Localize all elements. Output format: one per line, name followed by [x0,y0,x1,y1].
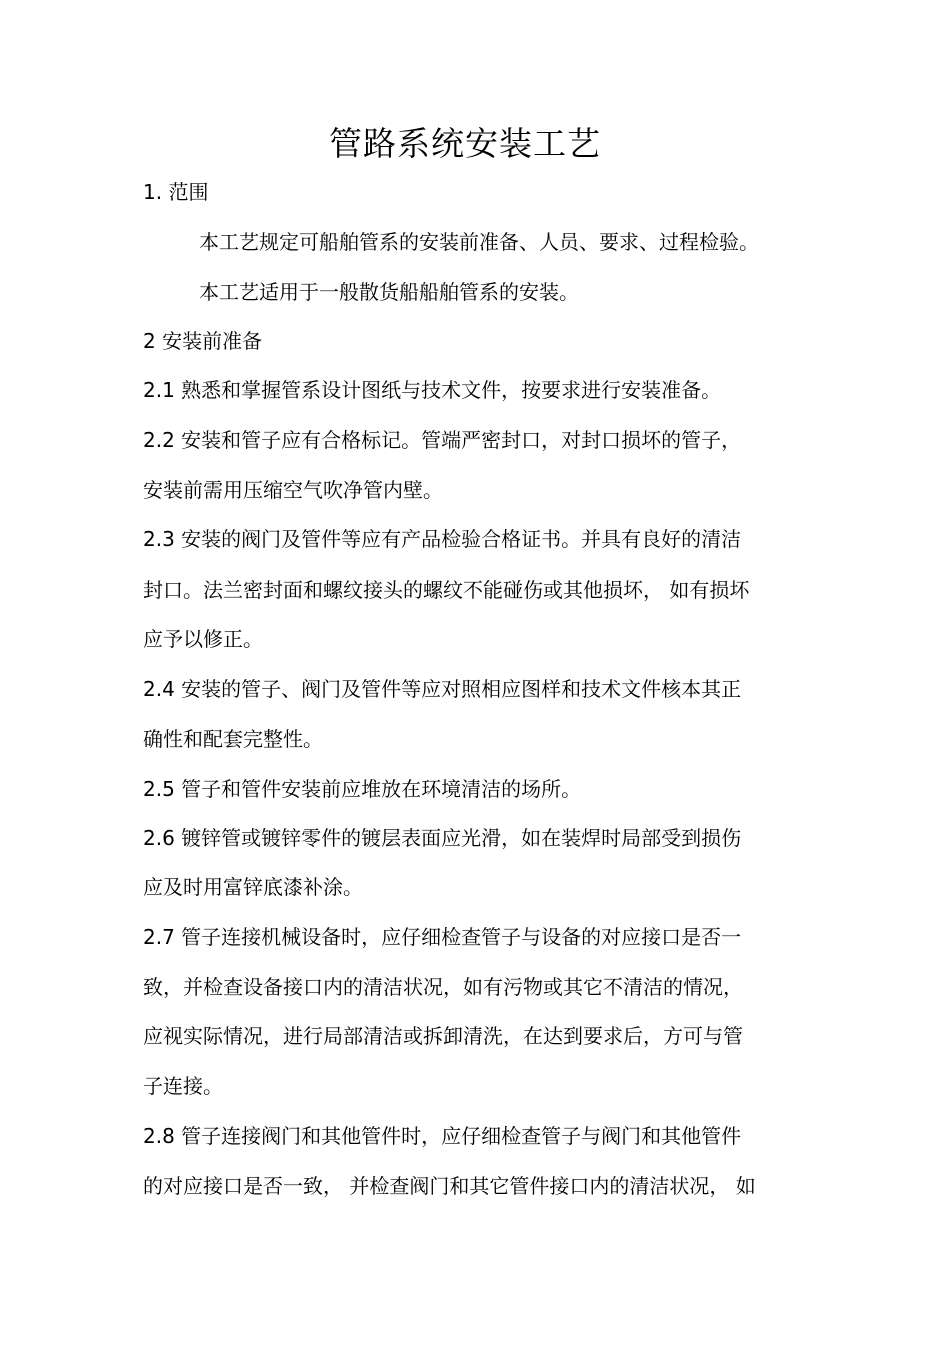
paragraph-line: 2.1 熟悉和掌握管系设计图纸与技术文件，按要求进行安装准备。 [143,378,722,402]
section-heading-1: 1. 范围 [143,180,209,204]
paragraph-line: 2.7 管子连接机械设备时，应仔细检查管子与设备的对应接口是否一 [143,925,742,949]
paragraph-line: 2.2 安装和管子应有合格标记。管端严密封口，对封口损坏的管子， [143,428,742,452]
paragraph-line: 2.8 管子连接阀门和其他管件时，应仔细检查管子与阀门和其他管件 [143,1124,742,1148]
paragraph-line: 2.6 镀锌管或镀锌零件的镀层表面应光滑，如在装焊时局部受到损伤 [143,826,742,850]
paragraph-line: 封口。法兰密封面和螺纹接头的螺纹不能碰伤或其他损坏， 如有损坏 [143,578,750,602]
paragraph-line: 确性和配套完整性。 [143,727,323,751]
paragraph-line: 2.4 安装的管子、阀门及管件等应对照相应图样和技术文件核本其正 [143,677,742,701]
paragraph-line: 本工艺规定可船舶管系的安装前准备、人员、要求、过程检验。 [199,230,759,254]
paragraph-line: 本工艺适用于一般散货船船舶管系的安装。 [199,280,579,304]
paragraph-line: 应及时用富锌底漆补涂。 [143,875,363,899]
paragraph-line: 致，并检查设备接口内的清洁状况，如有污物或其它不清洁的情况， [143,975,743,999]
paragraph-line: 应视实际情况，进行局部清洁或拆卸清洗，在达到要求后，方可与管 [143,1024,743,1048]
paragraph-line: 2.5 管子和管件安装前应堆放在环境清洁的场所。 [143,777,582,801]
paragraph-line: 子连接。 [143,1074,223,1098]
paragraph-line: 安装前需用压缩空气吹净管内壁。 [143,478,443,502]
paragraph-line: 的对应接口是否一致， 并检查阀门和其它管件接口内的清洁状况， 如 [143,1174,756,1198]
document-title: 管路系统安装工艺 [329,124,601,163]
paragraph-line: 2.3 安装的阀门及管件等应有产品检验合格证书。并具有良好的清洁 [143,527,742,551]
paragraph-line: 应予以修正。 [143,627,263,651]
section-heading-2: 2 安装前准备 [143,329,263,353]
